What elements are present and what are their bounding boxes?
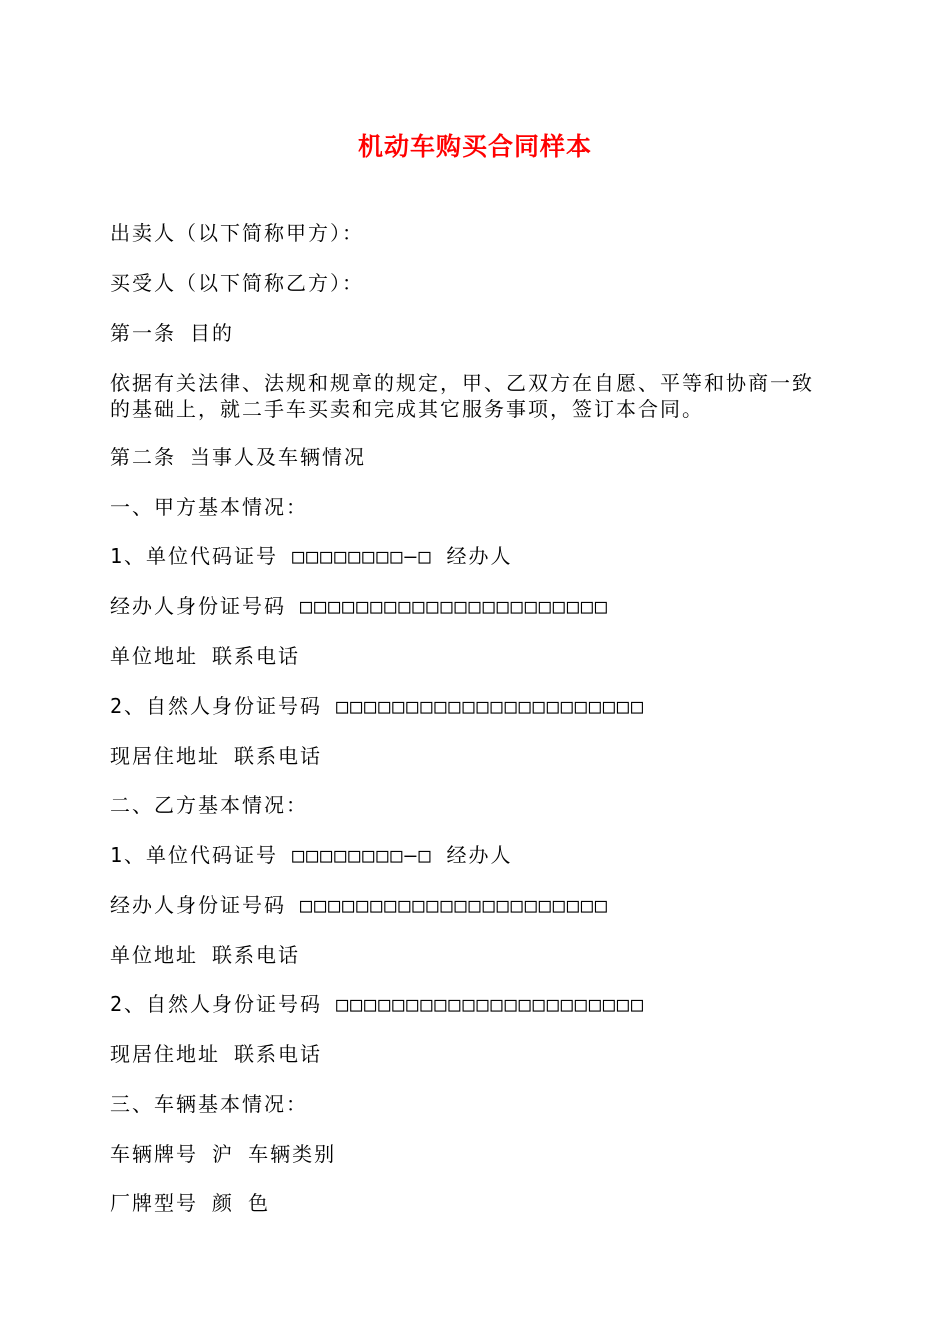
vehicle-heading: 三、车辆基本情况： bbox=[110, 1092, 308, 1116]
article-2-heading: 第二条 当事人及车辆情况 bbox=[110, 445, 367, 469]
party-a-heading: 一、甲方基本情况： bbox=[110, 495, 308, 519]
party-b-address: 单位地址 联系电话 bbox=[110, 943, 301, 967]
article-1-body-line-2: 的基础上，就二手车买卖和完成其它服务事项，签订本合同。 bbox=[110, 397, 704, 421]
party-a-person-id: 2、自然人身份证号码 □□□□□□□□□□□□□□□□□□□□□□ bbox=[110, 694, 645, 718]
party-b-residence: 现居住地址 联系电话 bbox=[110, 1042, 323, 1066]
party-a-org-code: 1、单位代码证号 □□□□□□□□—□ 经办人 bbox=[110, 544, 513, 568]
party-b-heading: 二、乙方基本情况： bbox=[110, 793, 308, 817]
article-1-heading: 第一条 目的 bbox=[110, 321, 235, 345]
party-a-residence: 现居住地址 联系电话 bbox=[110, 744, 323, 768]
party-a-address: 单位地址 联系电话 bbox=[110, 644, 301, 668]
vehicle-plate-line: 车辆牌号 沪 车辆类别 bbox=[110, 1142, 337, 1166]
article-1-body-line-1: 依据有关法律、法规和规章的规定，甲、乙双方在自愿、平等和协商一致 bbox=[110, 371, 814, 395]
seller-line: 出卖人（以下简称甲方）： bbox=[110, 221, 364, 245]
party-b-agent-id: 经办人身份证号码 □□□□□□□□□□□□□□□□□□□□□□ bbox=[110, 893, 609, 917]
party-b-person-id: 2、自然人身份证号码 □□□□□□□□□□□□□□□□□□□□□□ bbox=[110, 992, 645, 1016]
buyer-line: 买受人（以下简称乙方）： bbox=[110, 271, 364, 295]
vehicle-model-line: 厂牌型号 颜 色 bbox=[110, 1191, 271, 1215]
document-title: 机动车购买合同样本 bbox=[357, 132, 592, 161]
party-a-agent-id: 经办人身份证号码 □□□□□□□□□□□□□□□□□□□□□□ bbox=[110, 594, 609, 618]
party-b-org-code: 1、单位代码证号 □□□□□□□□—□ 经办人 bbox=[110, 843, 513, 867]
